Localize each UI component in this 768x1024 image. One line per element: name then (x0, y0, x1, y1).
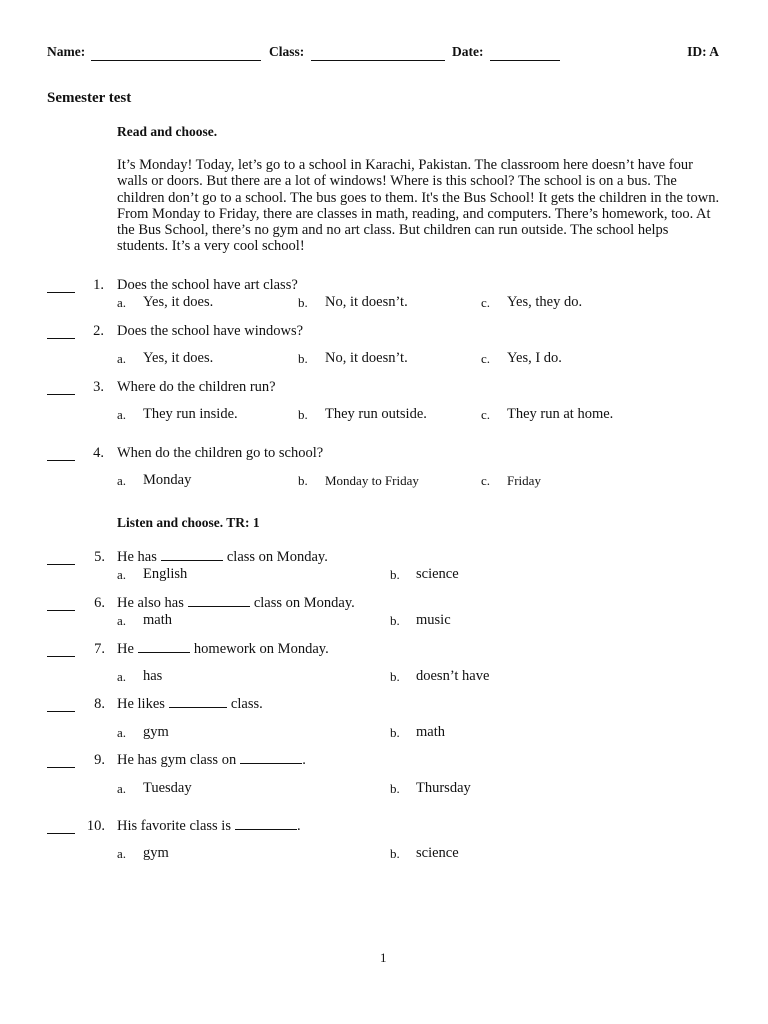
option-letter: b. (298, 295, 308, 310)
option-letter: b. (390, 846, 400, 861)
question-text-end: . (302, 752, 306, 768)
worksheet-header (47, 44, 719, 64)
option-letter: c. (481, 295, 491, 310)
option-letter: b. (298, 473, 308, 488)
option-text[interactable]: has (143, 668, 163, 684)
option-letter: b. (390, 613, 400, 628)
option-text[interactable]: science (416, 566, 459, 582)
question-text-end: homework on Monday. (193, 641, 329, 657)
date-field[interactable] (490, 59, 560, 61)
fill-in-blank (161, 559, 223, 561)
option-text[interactable]: Yes, it does. (143, 294, 214, 310)
reading-passage: It’s Monday! Today, let’s go to a school in Karachi, Pakistan. The classroom here doesn’t have four walls or doors. But there are a lot of windows! Where is this school? The school is on a bus. The children don’t go to a school. The bus goes to them. It's the Bus School! It gets the children in the town. From Monday to Friday, there are classes in math, reading, and computers. There’s homework, too. At the Bus School, there’s no gym and no art class. But children can run outside. The school helps students. It’s a very cool school! (117, 157, 720, 255)
option-text[interactable]: gym (143, 845, 169, 861)
id-label: ID: A (687, 44, 719, 59)
question-number: 7. (94, 641, 105, 657)
option-letter: b. (390, 567, 400, 582)
option-text[interactable]: doesn’t have (416, 668, 490, 684)
answer-blank[interactable] (47, 460, 75, 461)
option-text[interactable]: gym (143, 724, 169, 740)
option-letter: a. (117, 407, 127, 422)
question-text-start: He has gym class on (117, 752, 237, 768)
option-text[interactable]: No, it doesn’t. (325, 350, 408, 366)
option-letter: a. (117, 725, 127, 740)
option-letter: a. (117, 473, 127, 488)
question-text (117, 752, 306, 769)
option-text[interactable]: Monday to Friday (325, 473, 419, 488)
option-text[interactable]: Monday (143, 472, 192, 488)
question-text: Does the school have windows? (117, 323, 304, 339)
question-text: When do the children go to school? (117, 445, 324, 461)
question-number: 8. (94, 696, 105, 712)
option-text[interactable]: music (416, 612, 451, 628)
option-letter: a. (117, 295, 127, 310)
option-text[interactable]: math (416, 724, 445, 740)
option-letter: b. (298, 351, 308, 366)
answer-blank[interactable] (47, 564, 75, 565)
option-letter: b. (298, 407, 308, 422)
option-letter: a. (117, 781, 127, 796)
question-number: 3. (93, 379, 104, 395)
option-text[interactable]: Thursday (416, 780, 471, 796)
question-text-start: He also has (117, 595, 184, 611)
option-text[interactable]: Yes, I do. (507, 350, 562, 366)
option-letter: a. (117, 567, 127, 582)
option-letter: a. (117, 846, 127, 861)
option-letter: b. (390, 669, 400, 684)
option-text[interactable]: They run inside. (143, 406, 238, 422)
question-text-end: . (296, 818, 301, 834)
option-text[interactable]: Yes, it does. (143, 350, 214, 366)
question-text-start: His favorite class is (117, 818, 231, 834)
class-field[interactable] (311, 59, 445, 61)
section1-instruction: Read and choose. (117, 124, 218, 139)
question-text-end: class on Monday. (253, 595, 355, 611)
option-letter: a. (117, 351, 127, 366)
question-text (117, 595, 355, 612)
question-number: 6. (94, 595, 105, 611)
section2-instruction: Listen and choose. TR: 1 (117, 515, 260, 530)
answer-blank[interactable] (47, 610, 75, 611)
question-text-start: He has (117, 549, 157, 565)
question-text: Where do the children run? (117, 379, 276, 395)
option-text[interactable]: Tuesday (143, 780, 192, 796)
question-text (117, 549, 328, 566)
answer-blank[interactable] (47, 292, 75, 293)
option-text[interactable]: science (416, 845, 459, 861)
fill-in-blank (188, 605, 250, 607)
page-number: 1 (380, 950, 387, 965)
fill-in-blank (240, 762, 302, 764)
question-text-start: He (117, 641, 134, 657)
fill-in-blank (235, 828, 297, 830)
test-title: Semester test (47, 90, 132, 106)
fill-in-blank (169, 706, 227, 708)
question-text (117, 818, 301, 835)
option-text[interactable]: No, it doesn’t. (325, 294, 408, 310)
name-label: Name: (47, 44, 86, 59)
answer-blank[interactable] (47, 833, 75, 834)
question-number: 2. (93, 323, 104, 339)
option-text[interactable]: They run outside. (325, 406, 427, 422)
class-label: Class: (269, 44, 305, 59)
answer-blank[interactable] (47, 394, 75, 395)
date-label: Date: (452, 44, 484, 59)
question-number: 4. (93, 445, 104, 461)
answer-blank[interactable] (47, 338, 75, 339)
answer-blank[interactable] (47, 767, 75, 768)
option-text[interactable]: They run at home. (507, 406, 614, 422)
question-text-start: He likes (117, 696, 165, 712)
name-field[interactable] (91, 59, 261, 61)
option-text[interactable]: Yes, they do. (507, 294, 583, 310)
option-text[interactable]: math (143, 612, 172, 628)
question-number: 10. (86, 818, 105, 834)
answer-blank[interactable] (47, 711, 75, 712)
option-letter: c. (481, 473, 491, 488)
question-number: 5. (94, 549, 105, 565)
question-text (117, 696, 263, 713)
fill-in-blank (138, 651, 190, 653)
question-text-end: class on Monday. (226, 549, 328, 565)
answer-blank[interactable] (47, 656, 75, 657)
question-text: Does the school have art class? (117, 277, 298, 293)
question-text (117, 641, 329, 658)
option-letter: b. (390, 781, 400, 796)
question-text-end: class. (230, 696, 263, 712)
option-text[interactable]: Friday (507, 473, 541, 488)
option-letter: a. (117, 613, 127, 628)
option-letter: c. (481, 351, 491, 366)
option-text[interactable]: English (143, 566, 188, 582)
question-number: 9. (94, 752, 105, 768)
option-letter: c. (481, 407, 491, 422)
question-number: 1. (93, 277, 104, 293)
option-letter: a. (117, 669, 127, 684)
option-letter: b. (390, 725, 400, 740)
